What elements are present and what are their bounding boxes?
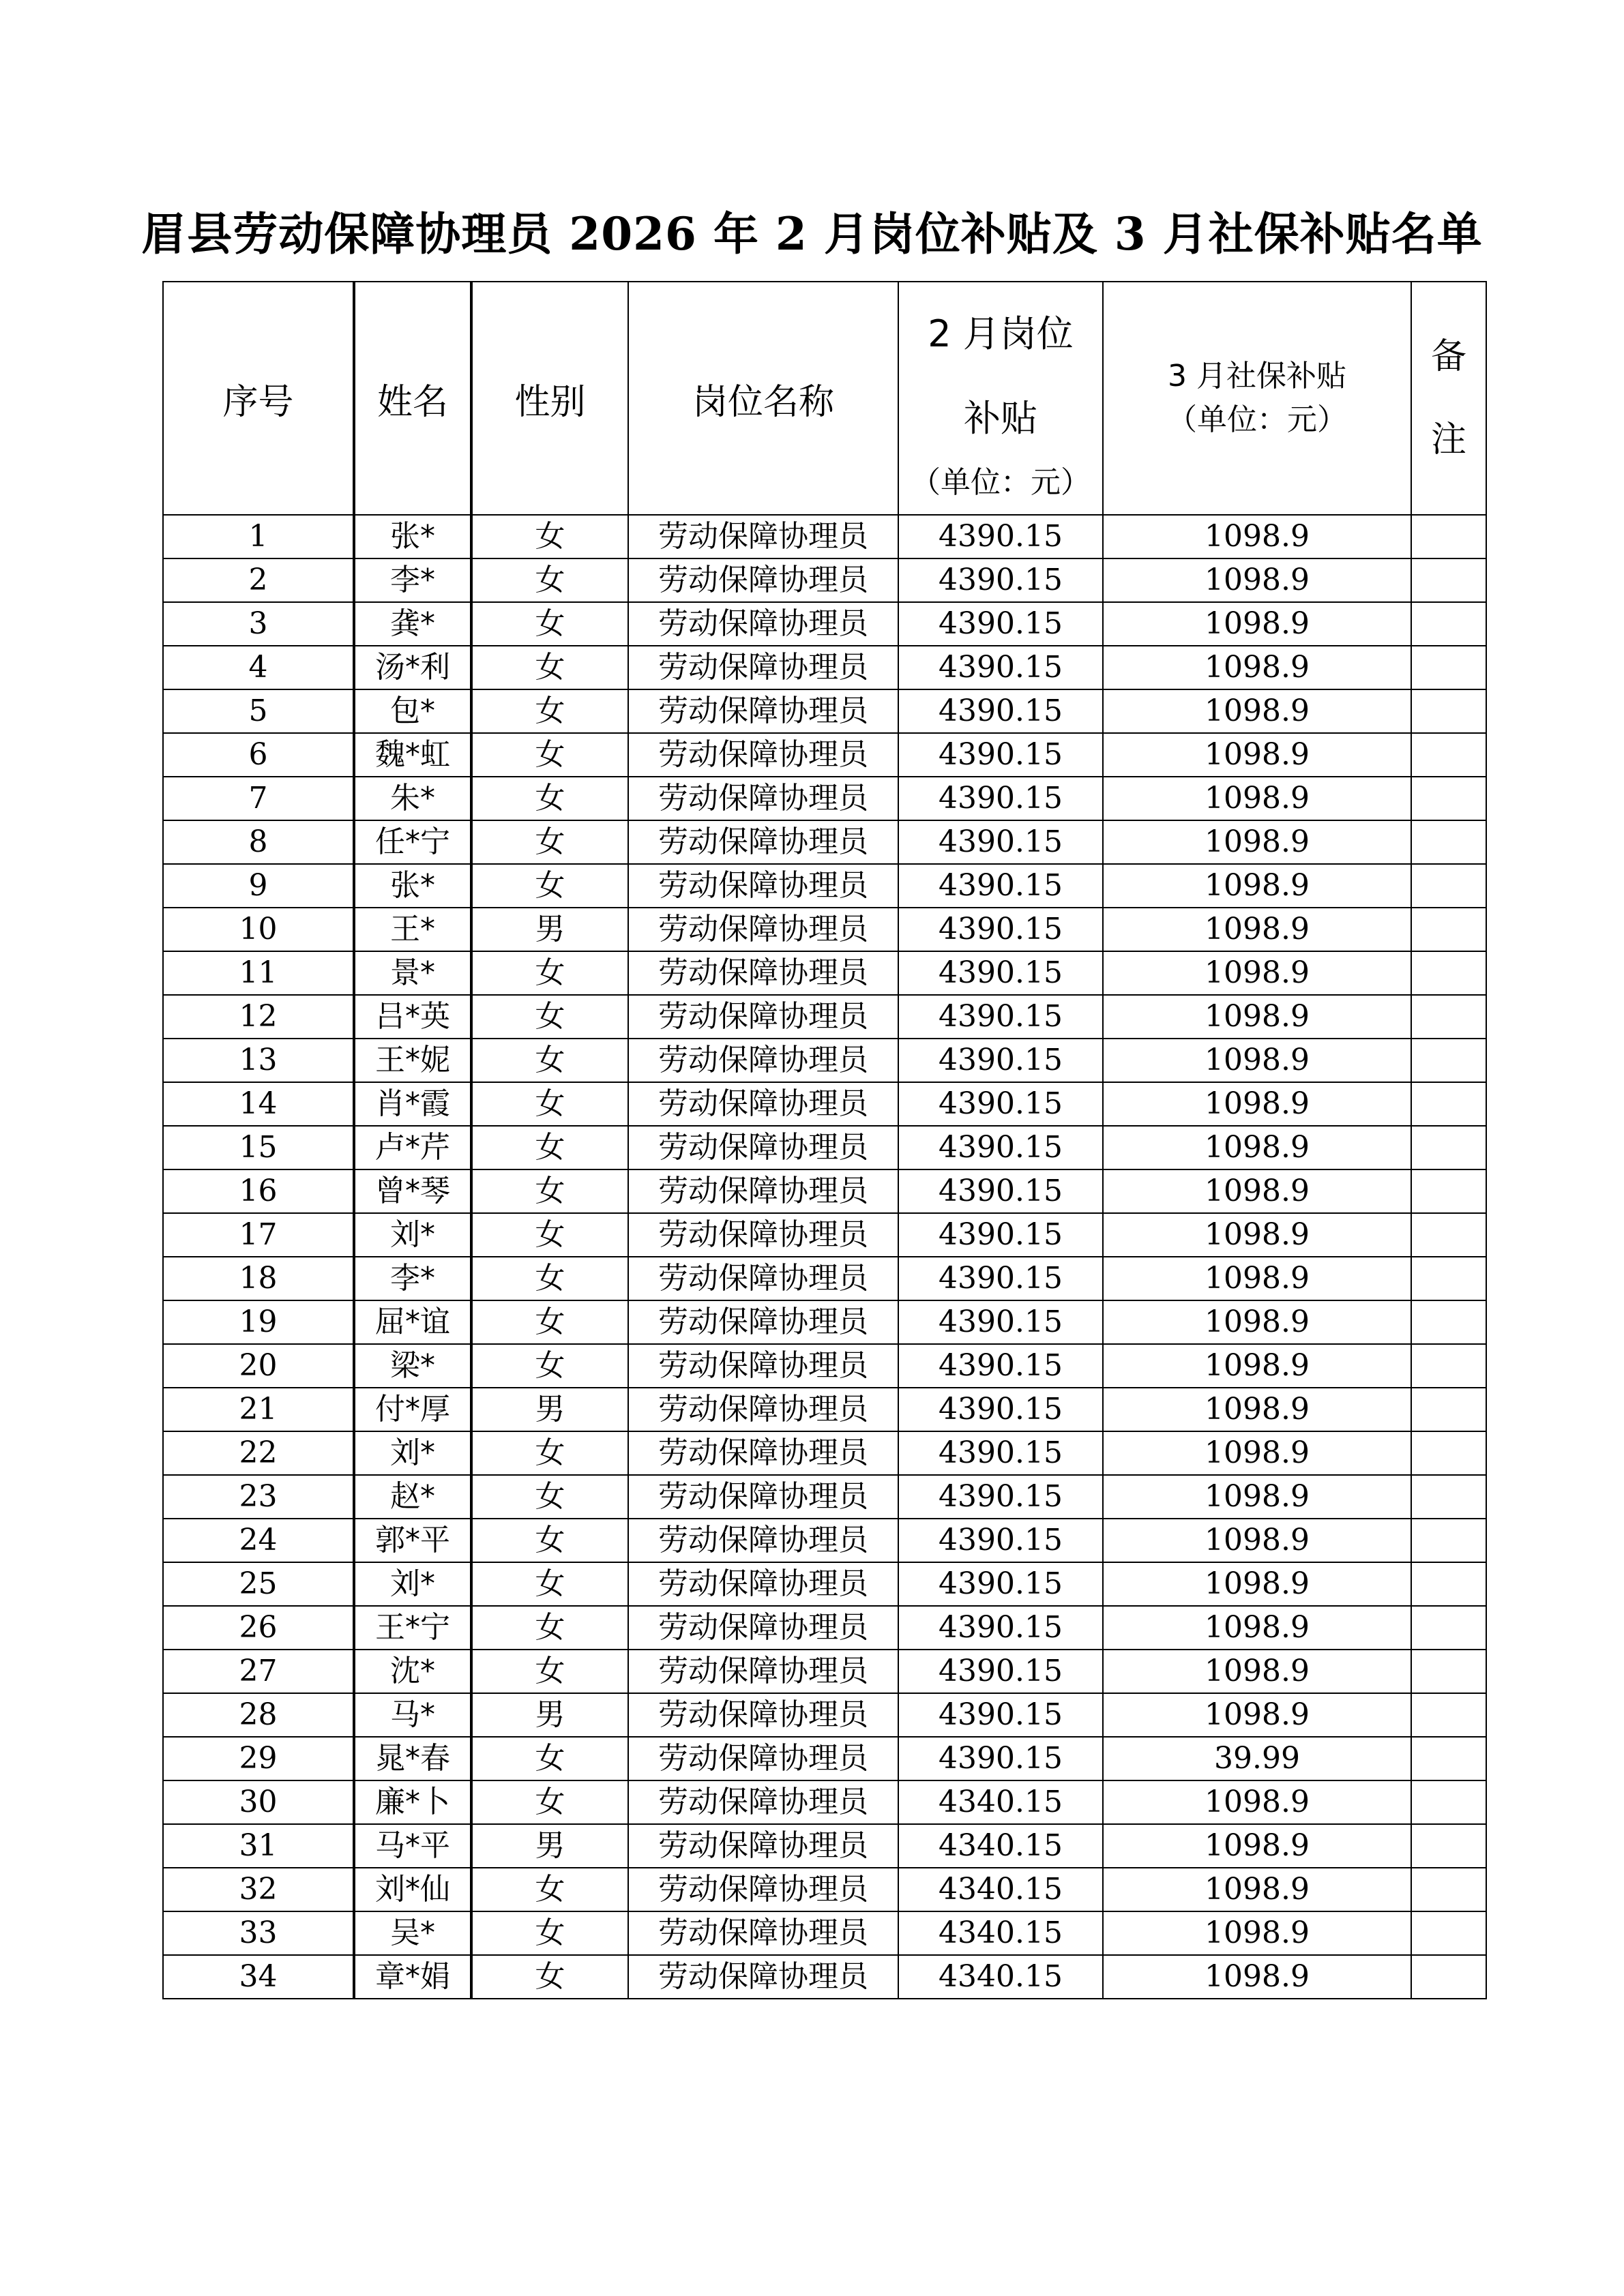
feb-subsidy-cell: 4340.15 (898, 1868, 1103, 1911)
gender-cell: 女 (471, 1562, 628, 1606)
position-cell: 劳动保障协理员 (628, 908, 898, 951)
position-cell: 劳动保障协理员 (628, 1126, 898, 1169)
gender-cell: 女 (471, 820, 628, 864)
position-cell: 劳动保障协理员 (628, 733, 898, 777)
feb-subsidy-cell: 4390.15 (898, 1519, 1103, 1562)
remark-cell (1411, 1911, 1486, 1955)
name-cell: 李* (354, 558, 471, 602)
mar-social-cell: 1098.9 (1103, 1824, 1411, 1868)
table-row (163, 1693, 1486, 1737)
mar-social-cell: 1098.9 (1103, 1693, 1411, 1737)
mar-social-cell: 1098.9 (1103, 1300, 1411, 1344)
gender-cell: 男 (471, 1824, 628, 1868)
seq-cell: 20 (163, 1344, 354, 1388)
header-remark-char2: 注 (1430, 419, 1466, 460)
name-cell: 卢*芹 (354, 1126, 471, 1169)
seq-cell: 24 (163, 1519, 354, 1562)
feb-subsidy-cell: 4390.15 (898, 908, 1103, 951)
name-cell: 吕*英 (354, 995, 471, 1039)
feb-subsidy-cell: 4390.15 (898, 1082, 1103, 1126)
table-row (163, 951, 1486, 995)
position-cell: 劳动保障协理员 (628, 1257, 898, 1300)
seq-cell: 34 (163, 1955, 354, 1999)
name-cell: 刘* (354, 1431, 471, 1475)
seq-cell: 8 (163, 820, 354, 864)
position-cell: 劳动保障协理员 (628, 1300, 898, 1344)
remark-cell (1411, 646, 1486, 689)
gender-cell: 女 (471, 1475, 628, 1519)
seq-cell: 28 (163, 1693, 354, 1737)
name-cell: 马* (354, 1693, 471, 1737)
name-cell: 曾*琴 (354, 1169, 471, 1213)
header-mar-social-unit: （单位：元） (1167, 402, 1347, 437)
remark-cell (1411, 602, 1486, 646)
mar-social-cell: 1098.9 (1103, 908, 1411, 951)
seq-cell: 1 (163, 515, 354, 558)
gender-cell: 女 (471, 733, 628, 777)
remark-cell (1411, 864, 1486, 908)
document-title: 眉县劳动保障协理员 2026 年 2 月岗位补贴及 3 月社保补贴名单 (141, 207, 1483, 260)
seq-cell: 7 (163, 777, 354, 820)
feb-subsidy-cell: 4390.15 (898, 864, 1103, 908)
remark-cell (1411, 1039, 1486, 1082)
table-row (163, 1344, 1486, 1388)
name-cell: 肖*霞 (354, 1082, 471, 1126)
table-row (163, 995, 1486, 1039)
name-cell: 魏*虹 (354, 733, 471, 777)
mar-social-cell: 1098.9 (1103, 1431, 1411, 1475)
gender-cell: 女 (471, 951, 628, 995)
position-cell: 劳动保障协理员 (628, 1693, 898, 1737)
seq-cell: 6 (163, 733, 354, 777)
name-cell: 屈*谊 (354, 1300, 471, 1344)
feb-subsidy-cell: 4390.15 (898, 1257, 1103, 1300)
table-row (163, 1519, 1486, 1562)
mar-social-cell: 1098.9 (1103, 602, 1411, 646)
seq-cell: 15 (163, 1126, 354, 1169)
gender-cell: 女 (471, 1213, 628, 1257)
seq-cell: 23 (163, 1475, 354, 1519)
table-row (163, 689, 1486, 733)
table-row (163, 1868, 1486, 1911)
seq-cell: 17 (163, 1213, 354, 1257)
remark-cell (1411, 1257, 1486, 1300)
table-row (163, 820, 1486, 864)
table-row (163, 1169, 1486, 1213)
gender-cell: 女 (471, 1344, 628, 1388)
seq-cell: 33 (163, 1911, 354, 1955)
remark-cell (1411, 1213, 1486, 1257)
seq-cell: 18 (163, 1257, 354, 1300)
gender-cell: 女 (471, 1955, 628, 1999)
table-row (163, 646, 1486, 689)
table-row (163, 515, 1486, 558)
remark-cell (1411, 1693, 1486, 1737)
name-cell: 景* (354, 951, 471, 995)
position-cell: 劳动保障协理员 (628, 1431, 898, 1475)
seq-cell: 2 (163, 558, 354, 602)
feb-subsidy-cell: 4390.15 (898, 1475, 1103, 1519)
mar-social-cell: 1098.9 (1103, 1868, 1411, 1911)
gender-cell: 女 (471, 646, 628, 689)
position-cell: 劳动保障协理员 (628, 777, 898, 820)
remark-cell (1411, 1169, 1486, 1213)
name-cell: 王*宁 (354, 1606, 471, 1650)
seq-cell: 21 (163, 1388, 354, 1431)
gender-cell: 女 (471, 1431, 628, 1475)
seq-cell: 30 (163, 1780, 354, 1824)
seq-cell: 10 (163, 908, 354, 951)
mar-social-cell: 1098.9 (1103, 1606, 1411, 1650)
name-cell: 张* (354, 515, 471, 558)
name-cell: 廉*卜 (354, 1780, 471, 1824)
table-row (163, 1780, 1486, 1824)
table-row (163, 1126, 1486, 1169)
mar-social-cell: 1098.9 (1103, 1257, 1411, 1300)
remark-cell (1411, 908, 1486, 951)
name-cell: 刘*仙 (354, 1868, 471, 1911)
remark-cell (1411, 1650, 1486, 1693)
header-seq: 序号 (163, 282, 354, 515)
name-cell: 马*平 (354, 1824, 471, 1868)
position-cell: 劳动保障协理员 (628, 558, 898, 602)
remark-cell (1411, 777, 1486, 820)
name-cell: 任*宁 (354, 820, 471, 864)
gender-cell: 女 (471, 1169, 628, 1213)
table-row (163, 1824, 1486, 1868)
position-cell: 劳动保障协理员 (628, 1169, 898, 1213)
remark-cell (1411, 689, 1486, 733)
gender-cell: 女 (471, 515, 628, 558)
gender-cell: 女 (471, 1082, 628, 1126)
position-cell: 劳动保障协理员 (628, 1606, 898, 1650)
name-cell: 刘* (354, 1562, 471, 1606)
mar-social-cell: 1098.9 (1103, 1650, 1411, 1693)
table-row (163, 1737, 1486, 1780)
header-feb-subsidy-line1: 2 月岗位 (928, 312, 1074, 355)
seq-cell: 29 (163, 1737, 354, 1780)
position-cell: 劳动保障协理员 (628, 1737, 898, 1780)
header-feb-subsidy-line2: 补贴 (964, 397, 1037, 440)
seq-cell: 5 (163, 689, 354, 733)
table-row (163, 1082, 1486, 1126)
remark-cell (1411, 1780, 1486, 1824)
feb-subsidy-cell: 4390.15 (898, 1737, 1103, 1780)
feb-subsidy-cell: 4390.15 (898, 1213, 1103, 1257)
seq-cell: 3 (163, 602, 354, 646)
mar-social-cell: 1098.9 (1103, 1169, 1411, 1213)
gender-cell: 女 (471, 864, 628, 908)
seq-cell: 22 (163, 1431, 354, 1475)
gender-cell: 男 (471, 1388, 628, 1431)
remark-cell (1411, 820, 1486, 864)
remark-cell (1411, 1606, 1486, 1650)
mar-social-cell: 39.99 (1103, 1737, 1411, 1780)
table-row (163, 1039, 1486, 1082)
remark-cell (1411, 1824, 1486, 1868)
mar-social-cell: 1098.9 (1103, 1082, 1411, 1126)
mar-social-cell: 1098.9 (1103, 1039, 1411, 1082)
feb-subsidy-cell: 4390.15 (898, 689, 1103, 733)
subsidy-table (162, 281, 1487, 1999)
feb-subsidy-cell: 4390.15 (898, 951, 1103, 995)
name-cell: 赵* (354, 1475, 471, 1519)
position-cell: 劳动保障协理员 (628, 1344, 898, 1388)
mar-social-cell: 1098.9 (1103, 1213, 1411, 1257)
gender-cell: 女 (471, 602, 628, 646)
gender-cell: 男 (471, 908, 628, 951)
mar-social-cell: 1098.9 (1103, 1475, 1411, 1519)
remark-cell (1411, 1737, 1486, 1780)
mar-social-cell: 1098.9 (1103, 515, 1411, 558)
table-row (163, 1431, 1486, 1475)
position-cell: 劳动保障协理员 (628, 995, 898, 1039)
table-row (163, 733, 1486, 777)
seq-cell: 32 (163, 1868, 354, 1911)
header-name: 姓名 (354, 282, 471, 515)
position-cell: 劳动保障协理员 (628, 1955, 898, 1999)
table-row (163, 1650, 1486, 1693)
gender-cell: 女 (471, 1257, 628, 1300)
position-cell: 劳动保障协理员 (628, 864, 898, 908)
position-cell: 劳动保障协理员 (628, 1824, 898, 1868)
position-cell: 劳动保障协理员 (628, 1039, 898, 1082)
feb-subsidy-cell: 4390.15 (898, 1344, 1103, 1388)
seq-cell: 16 (163, 1169, 354, 1213)
seq-cell: 11 (163, 951, 354, 995)
mar-social-cell: 1098.9 (1103, 1344, 1411, 1388)
seq-cell: 31 (163, 1824, 354, 1868)
gender-cell: 女 (471, 1126, 628, 1169)
remark-cell (1411, 1562, 1486, 1606)
header-position: 岗位名称 (628, 282, 898, 515)
mar-social-cell: 1098.9 (1103, 646, 1411, 689)
name-cell: 梁* (354, 1344, 471, 1388)
seq-cell: 26 (163, 1606, 354, 1650)
mar-social-cell: 1098.9 (1103, 1126, 1411, 1169)
position-cell: 劳动保障协理员 (628, 515, 898, 558)
feb-subsidy-cell: 4340.15 (898, 1780, 1103, 1824)
table-row (163, 1606, 1486, 1650)
position-cell: 劳动保障协理员 (628, 1082, 898, 1126)
header-mar-social-line1: 3 月社保补贴 (1168, 359, 1346, 393)
gender-cell: 女 (471, 1911, 628, 1955)
seq-cell: 19 (163, 1300, 354, 1344)
feb-subsidy-cell: 4390.15 (898, 1431, 1103, 1475)
gender-cell: 女 (471, 689, 628, 733)
position-cell: 劳动保障协理员 (628, 1868, 898, 1911)
feb-subsidy-cell: 4390.15 (898, 1300, 1103, 1344)
remark-cell (1411, 515, 1486, 558)
feb-subsidy-cell: 4340.15 (898, 1911, 1103, 1955)
table-row (163, 864, 1486, 908)
name-cell: 吴* (354, 1911, 471, 1955)
name-cell: 张* (354, 864, 471, 908)
feb-subsidy-cell: 4390.15 (898, 1693, 1103, 1737)
feb-subsidy-cell: 4390.15 (898, 646, 1103, 689)
gender-cell: 女 (471, 1868, 628, 1911)
mar-social-cell: 1098.9 (1103, 1388, 1411, 1431)
name-cell: 沈* (354, 1650, 471, 1693)
position-cell: 劳动保障协理员 (628, 1475, 898, 1519)
table-row (163, 1213, 1486, 1257)
feb-subsidy-cell: 4390.15 (898, 820, 1103, 864)
gender-cell: 女 (471, 777, 628, 820)
name-cell: 郭*平 (354, 1519, 471, 1562)
position-cell: 劳动保障协理员 (628, 689, 898, 733)
gender-cell: 女 (471, 558, 628, 602)
table-header-row (163, 282, 1486, 515)
remark-cell (1411, 733, 1486, 777)
header-feb-subsidy-unit: （单位：元） (911, 465, 1091, 500)
feb-subsidy-cell: 4390.15 (898, 1169, 1103, 1213)
feb-subsidy-cell: 4340.15 (898, 1824, 1103, 1868)
remark-cell (1411, 558, 1486, 602)
seq-cell: 4 (163, 646, 354, 689)
mar-social-cell: 1098.9 (1103, 1519, 1411, 1562)
feb-subsidy-cell: 4390.15 (898, 733, 1103, 777)
name-cell: 王* (354, 908, 471, 951)
feb-subsidy-cell: 4390.15 (898, 995, 1103, 1039)
position-cell: 劳动保障协理员 (628, 1650, 898, 1693)
mar-social-cell: 1098.9 (1103, 1780, 1411, 1824)
remark-cell (1411, 1475, 1486, 1519)
name-cell: 付*厚 (354, 1388, 471, 1431)
name-cell: 汤*利 (354, 646, 471, 689)
feb-subsidy-cell: 4340.15 (898, 1955, 1103, 1999)
position-cell: 劳动保障协理员 (628, 951, 898, 995)
header-mar-social (1103, 282, 1411, 515)
header-gender: 性别 (471, 282, 628, 515)
remark-cell (1411, 951, 1486, 995)
table-row (163, 1300, 1486, 1344)
name-cell: 章*娟 (354, 1955, 471, 1999)
position-cell: 劳动保障协理员 (628, 820, 898, 864)
mar-social-cell: 1098.9 (1103, 995, 1411, 1039)
table-row (163, 777, 1486, 820)
mar-social-cell: 1098.9 (1103, 1955, 1411, 1999)
header-remark-char1: 备 (1430, 336, 1466, 377)
seq-cell: 14 (163, 1082, 354, 1126)
name-cell: 刘* (354, 1213, 471, 1257)
table-row (163, 1257, 1486, 1300)
position-cell: 劳动保障协理员 (628, 1780, 898, 1824)
name-cell: 李* (354, 1257, 471, 1300)
table-row (163, 1475, 1486, 1519)
table-body (163, 515, 1486, 1999)
feb-subsidy-cell: 4390.15 (898, 777, 1103, 820)
position-cell: 劳动保障协理员 (628, 1213, 898, 1257)
feb-subsidy-cell: 4390.15 (898, 558, 1103, 602)
table-row (163, 558, 1486, 602)
seq-cell: 9 (163, 864, 354, 908)
position-cell: 劳动保障协理员 (628, 1562, 898, 1606)
mar-social-cell: 1098.9 (1103, 558, 1411, 602)
remark-cell (1411, 1519, 1486, 1562)
table-row (163, 908, 1486, 951)
gender-cell: 女 (471, 1519, 628, 1562)
feb-subsidy-cell: 4390.15 (898, 1606, 1103, 1650)
remark-cell (1411, 1431, 1486, 1475)
feb-subsidy-cell: 4390.15 (898, 602, 1103, 646)
mar-social-cell: 1098.9 (1103, 1562, 1411, 1606)
remark-cell (1411, 995, 1486, 1039)
feb-subsidy-cell: 4390.15 (898, 1126, 1103, 1169)
position-cell: 劳动保障协理员 (628, 1911, 898, 1955)
gender-cell: 男 (471, 1693, 628, 1737)
table-row (163, 1388, 1486, 1431)
feb-subsidy-cell: 4390.15 (898, 1388, 1103, 1431)
position-cell: 劳动保障协理员 (628, 646, 898, 689)
remark-cell (1411, 1344, 1486, 1388)
seq-cell: 25 (163, 1562, 354, 1606)
position-cell: 劳动保障协理员 (628, 1519, 898, 1562)
header-feb-subsidy (898, 282, 1103, 515)
remark-cell (1411, 1126, 1486, 1169)
mar-social-cell: 1098.9 (1103, 951, 1411, 995)
mar-social-cell: 1098.9 (1103, 1911, 1411, 1955)
remark-cell (1411, 1955, 1486, 1999)
feb-subsidy-cell: 4390.15 (898, 1650, 1103, 1693)
remark-cell (1411, 1388, 1486, 1431)
gender-cell: 女 (471, 1650, 628, 1693)
name-cell: 龚* (354, 602, 471, 646)
gender-cell: 女 (471, 1300, 628, 1344)
seq-cell: 27 (163, 1650, 354, 1693)
feb-subsidy-cell: 4390.15 (898, 1039, 1103, 1082)
table-row (163, 602, 1486, 646)
seq-cell: 13 (163, 1039, 354, 1082)
mar-social-cell: 1098.9 (1103, 689, 1411, 733)
feb-subsidy-cell: 4390.15 (898, 515, 1103, 558)
remark-cell (1411, 1868, 1486, 1911)
mar-social-cell: 1098.9 (1103, 777, 1411, 820)
name-cell: 包* (354, 689, 471, 733)
position-cell: 劳动保障协理员 (628, 1388, 898, 1431)
name-cell: 晁*春 (354, 1737, 471, 1780)
seq-cell: 12 (163, 995, 354, 1039)
table-row (163, 1562, 1486, 1606)
table-row (163, 1955, 1486, 1999)
gender-cell: 女 (471, 995, 628, 1039)
position-cell: 劳动保障协理员 (628, 602, 898, 646)
feb-subsidy-cell: 4390.15 (898, 1562, 1103, 1606)
header-remark (1411, 282, 1486, 515)
gender-cell: 女 (471, 1737, 628, 1780)
name-cell: 朱* (354, 777, 471, 820)
mar-social-cell: 1098.9 (1103, 820, 1411, 864)
mar-social-cell: 1098.9 (1103, 864, 1411, 908)
gender-cell: 女 (471, 1039, 628, 1082)
gender-cell: 女 (471, 1606, 628, 1650)
mar-social-cell: 1098.9 (1103, 733, 1411, 777)
name-cell: 王*妮 (354, 1039, 471, 1082)
remark-cell (1411, 1082, 1486, 1126)
gender-cell: 女 (471, 1780, 628, 1824)
remark-cell (1411, 1300, 1486, 1344)
table-row (163, 1911, 1486, 1955)
